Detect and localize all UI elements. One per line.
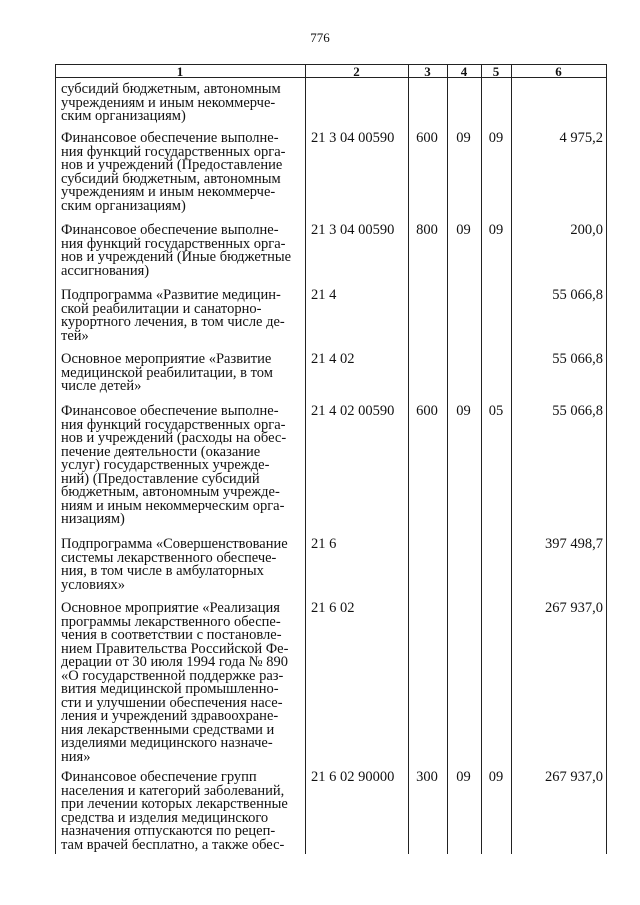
description-line: нием Правительства Российской Фе- — [61, 640, 289, 657]
row-amount: 55 066,8 — [552, 351, 603, 367]
row-description — [61, 405, 299, 527]
description-line: учреждениям и иным некоммерче- — [61, 184, 276, 200]
description-line: дерации от 30 июля 1994 года № 890 — [61, 654, 289, 670]
description-line: вития медицинской промышленно- — [61, 681, 279, 697]
row-code: 21 3 04 00590 — [311, 130, 395, 146]
description-line: сти и улучшении обеспечения насе- — [61, 694, 283, 711]
description-line: нов и учреждений (Предоставление — [61, 157, 283, 173]
description-line: субсидий бюджетным, автономным — [61, 81, 281, 97]
column-header-1: 1 — [176, 64, 184, 79]
row-amount: 397 498,7 — [545, 536, 603, 552]
description-line: ния функций государственных орга- — [61, 416, 286, 433]
row-description — [61, 289, 299, 343]
description-line: ний) (Предоставление субсидий — [61, 470, 260, 487]
description-line: Основное мероприятие «Развитие — [61, 351, 272, 367]
row-description — [61, 771, 299, 852]
description-line: ским организациям) — [61, 108, 186, 124]
row-col5: 05 — [488, 403, 504, 419]
row-description — [61, 224, 299, 278]
column-divider — [606, 64, 607, 854]
row-code: 21 4 — [311, 287, 337, 303]
row-col3: 600 — [416, 403, 438, 419]
description-line: ским организациям) — [61, 197, 186, 214]
row-amount: 55 066,8 — [552, 287, 603, 303]
row-col3: 300 — [416, 769, 438, 785]
row-description — [61, 83, 299, 124]
description-line: числе детей» — [61, 378, 142, 394]
description-line: там врачей бесплатно, а также обес- — [61, 836, 285, 853]
description-line: ской реабилитации и санаторно- — [61, 300, 262, 317]
row-col3: 800 — [416, 222, 438, 238]
description-line: при лечении которых лекарственные — [61, 796, 288, 812]
description-line: нов и учреждений (Иные бюджетные — [61, 249, 292, 265]
column-header-6: 6 — [555, 64, 562, 79]
description-line: бюджетным, автономным учрежде- — [61, 484, 280, 500]
column-divider — [408, 64, 409, 854]
description-line: медицинской реабилитации, в том — [61, 364, 273, 381]
description-line: условиях» — [61, 576, 125, 593]
description-line: ниям и иным некоммерческим орга- — [61, 497, 285, 514]
description-line: Подпрограмма «Совершенствование — [61, 536, 288, 552]
row-col4: 09 — [456, 403, 471, 419]
row-col4: 09 — [456, 222, 471, 238]
description-line: назначения отпускаются по рецеп- — [61, 823, 276, 839]
description-line: средства и изделия медицинского — [61, 809, 269, 826]
description-line: программы лекарственного обеспе- — [61, 613, 281, 630]
row-col5: 09 — [488, 130, 504, 146]
description-line: чения в соответствии с постановле- — [61, 627, 282, 643]
description-line: Финансовое обеспечение групп — [61, 769, 257, 785]
description-line: Подпрограмма «Развитие медицин- — [61, 287, 281, 303]
row-col4: 09 — [456, 769, 471, 785]
column-header-2: 2 — [353, 64, 360, 79]
description-line: Основное мроприятие «Реализация — [61, 600, 280, 616]
description-line: Финансовое обеспечение выполне- — [61, 403, 279, 419]
description-line: ния, в том числе в амбулаторных — [61, 563, 264, 579]
column-divider — [447, 64, 448, 854]
description-line: ния функций государственных орга- — [61, 235, 286, 252]
description-line: нов и учреждений (расходы на обес- — [61, 430, 287, 446]
row-code: 21 4 02 — [311, 351, 355, 367]
column-header-3: 3 — [424, 64, 431, 79]
description-line: печение деятельности (оказание — [61, 443, 261, 460]
description-line: изделиями медицинского назначе- — [61, 735, 273, 751]
description-line: ния функций государственных орга- — [61, 143, 286, 160]
description-line: ления и учреждений здравоохране- — [61, 708, 279, 724]
description-line: тей» — [61, 327, 89, 344]
page-number: 776 — [310, 30, 330, 45]
column-divider — [481, 64, 482, 854]
row-description — [61, 132, 299, 213]
row-col5: 09 — [488, 222, 504, 238]
row-description — [61, 538, 299, 592]
description-line: Финансовое обеспечение выполне- — [61, 130, 279, 146]
description-line: низациям) — [61, 511, 125, 527]
row-code: 21 6 02 — [311, 600, 355, 616]
row-amount: 55 066,8 — [552, 403, 603, 419]
row-amount: 267 937,0 — [545, 600, 603, 616]
column-divider — [305, 64, 306, 854]
row-col4: 09 — [456, 130, 471, 146]
description-line: населения и категорий заболеваний, — [61, 782, 285, 799]
description-line: субсидий бюджетным, автономным — [61, 170, 281, 187]
description-line: услуг) государственных учрежде- — [61, 457, 270, 473]
column-divider — [511, 64, 512, 854]
row-code: 21 4 02 00590 — [311, 403, 395, 419]
row-code: 21 3 04 00590 — [311, 222, 395, 238]
row-amount: 267 937,0 — [545, 769, 603, 785]
description-line: учреждениям и иным некоммерче- — [61, 94, 276, 111]
description-line: системы лекарственного обеспече- — [61, 549, 277, 566]
description-line: ния лекарственными средствами и — [61, 721, 275, 738]
description-line: курортного лечения, в том числе де- — [61, 314, 285, 330]
row-col5: 09 — [488, 769, 504, 785]
row-description — [61, 353, 299, 394]
row-code: 21 6 — [311, 536, 337, 552]
column-divider — [55, 64, 56, 854]
row-amount: 4 975,2 — [559, 130, 603, 146]
column-header-5: 5 — [492, 64, 500, 79]
row-code: 21 6 02 90000 — [311, 769, 395, 785]
description-line: «О государственной поддержке раз- — [61, 667, 284, 684]
description-line: ния» — [61, 748, 91, 765]
row-description — [61, 602, 299, 764]
row-col3: 600 — [416, 130, 438, 146]
row-amount: 200,0 — [570, 222, 603, 238]
description-line: Финансовое обеспечение выполне- — [61, 222, 279, 238]
column-header-4: 4 — [460, 64, 468, 79]
description-line: ассигнования) — [61, 262, 150, 279]
